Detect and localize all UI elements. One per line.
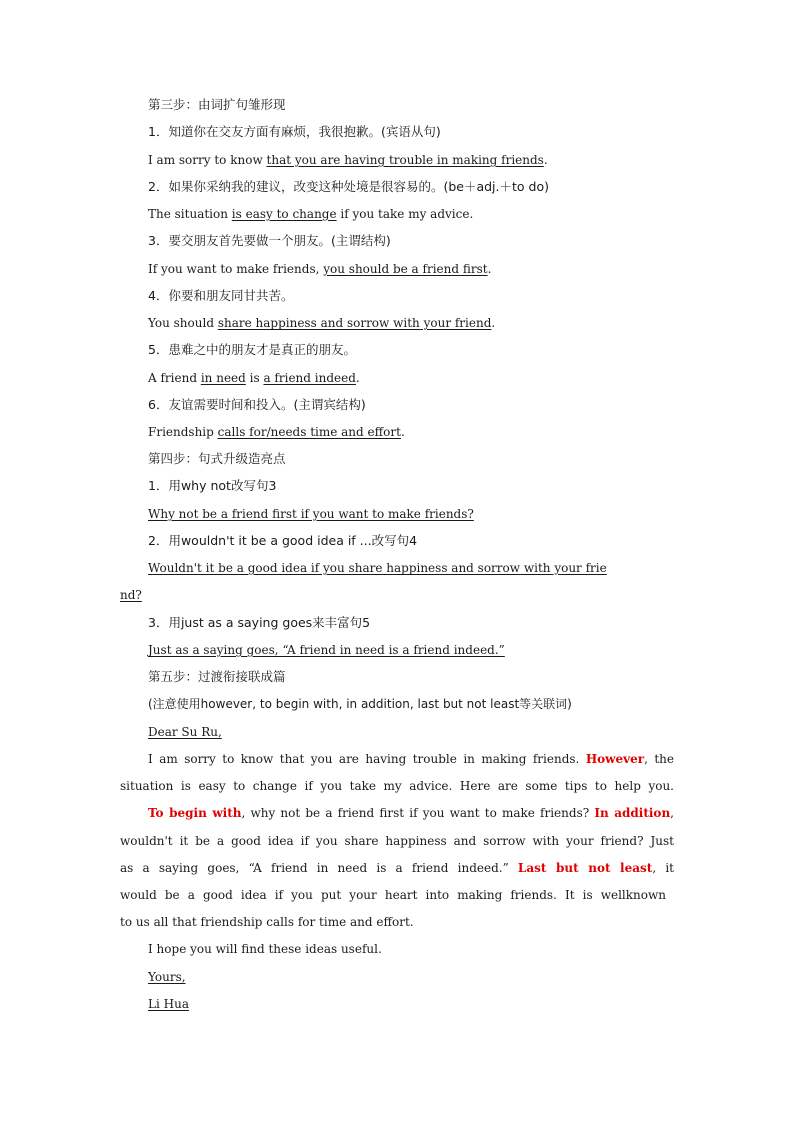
- step3-item-4-zh: 4．你要和朋友同甘共苦。: [148, 288, 294, 303]
- step4-item-1-prompt: 1．用why not改写句3: [148, 478, 277, 493]
- letter-para2-line4: would be a good idea if you put your heart into making friends. It is wellknown: [120, 888, 666, 902]
- connector-last-but-not-least: Last but not least: [517, 861, 653, 875]
- step4-item-1-answer: Why not be a friend first if you want to make friends?: [148, 507, 474, 521]
- letter-para1-line2: situation is easy to change if you take my advice. Here are some tips to help you.: [120, 779, 674, 793]
- step4-item-3-prompt: 3．用just as a saying goes来丰富句5: [148, 615, 371, 630]
- connector-however: However: [585, 752, 645, 766]
- answer-blank: you should be a friend first: [323, 262, 488, 276]
- step3-item-1-zh: 1．知道你在交友方面有麻烦，我很抱歉。(宾语从句): [148, 124, 441, 139]
- step5-title: 第五步：过渡衔接联成篇: [148, 669, 286, 684]
- step4-item-3-answer: Just as a saying goes, “A friend in need is a friend indeed.”: [148, 643, 505, 657]
- step3-item-5-zh: 5．患难之中的朋友才是真正的朋友。: [148, 342, 356, 357]
- letter-signature: Li Hua: [148, 997, 189, 1011]
- step5-note: (注意使用however, to begin with, in addition, last but not least等关联词): [148, 697, 572, 711]
- connector-in-addition: In addition: [594, 806, 671, 820]
- letter-closing: Yours,: [148, 970, 186, 984]
- step3-item-5-en: A friend in need is a friend indeed.: [148, 371, 360, 385]
- letter-para1-line1: I am sorry to know that you are having trouble in making friends. However, the: [148, 752, 675, 766]
- step4-item-2-answer-cont: nd?: [120, 588, 142, 602]
- step4-title: 第四步：句式升级造亮点: [148, 451, 286, 466]
- letter-para2-line2: wouldn't it be a good idea if you share happiness and sorrow with your friend? Just: [120, 834, 674, 848]
- letter-para2-line3: as a saying goes, “A friend in need is a friend indeed.” Last but not least, it: [120, 861, 675, 875]
- answer-blank: calls for/needs time and effort: [217, 425, 401, 439]
- step4-item-2-answer: Wouldn't it be a good idea if you share happiness and sorrow with your frie: [148, 561, 607, 575]
- step4-item-2-prompt: 2．用wouldn't it be a good idea if ...改写句4: [148, 533, 418, 548]
- letter-para2-line1: To begin with, why not be a friend first if you want to make friends? In addition,: [148, 806, 674, 820]
- letter-para3: I hope you will find these ideas useful.: [148, 942, 382, 956]
- step3-item-1-en: I am sorry to know that you are having trouble in making friends.: [148, 153, 548, 167]
- step3-title: 第三步：由词扩句雏形现: [148, 97, 286, 112]
- step3-item-6-en: Friendship calls for/needs time and effort.: [148, 425, 405, 439]
- step3-item-4-en: You should share happiness and sorrow with your friend.: [148, 316, 496, 330]
- answer-blank: in need: [200, 371, 246, 385]
- step3-item-6-zh: 6．友谊需要时间和投入。(主谓宾结构): [148, 397, 366, 412]
- letter-para2-line5: to us all that friendship calls for time and effort.: [120, 915, 414, 929]
- letter-greeting: Dear Su Ru,: [148, 725, 222, 739]
- step3-item-3-zh: 3．要交朋友首先要做一个朋友。(主谓结构): [148, 233, 391, 248]
- answer-blank: that you are having trouble in making friends: [266, 153, 544, 167]
- answer-blank: a friend indeed: [263, 371, 356, 385]
- step3-item-3-en: If you want to make friends, you should be a friend first.: [148, 262, 492, 276]
- step3-item-2-zh: 2．如果你采纳我的建议，改变这种处境是很容易的。(be＋adj.＋to do): [148, 179, 549, 194]
- answer-blank: is easy to change: [231, 207, 337, 221]
- step3-item-2-en: The situation is easy to change if you take my advice.: [148, 207, 474, 221]
- connector-to-begin-with: To begin with: [148, 806, 242, 820]
- answer-blank: share happiness and sorrow with your friend: [217, 316, 492, 330]
